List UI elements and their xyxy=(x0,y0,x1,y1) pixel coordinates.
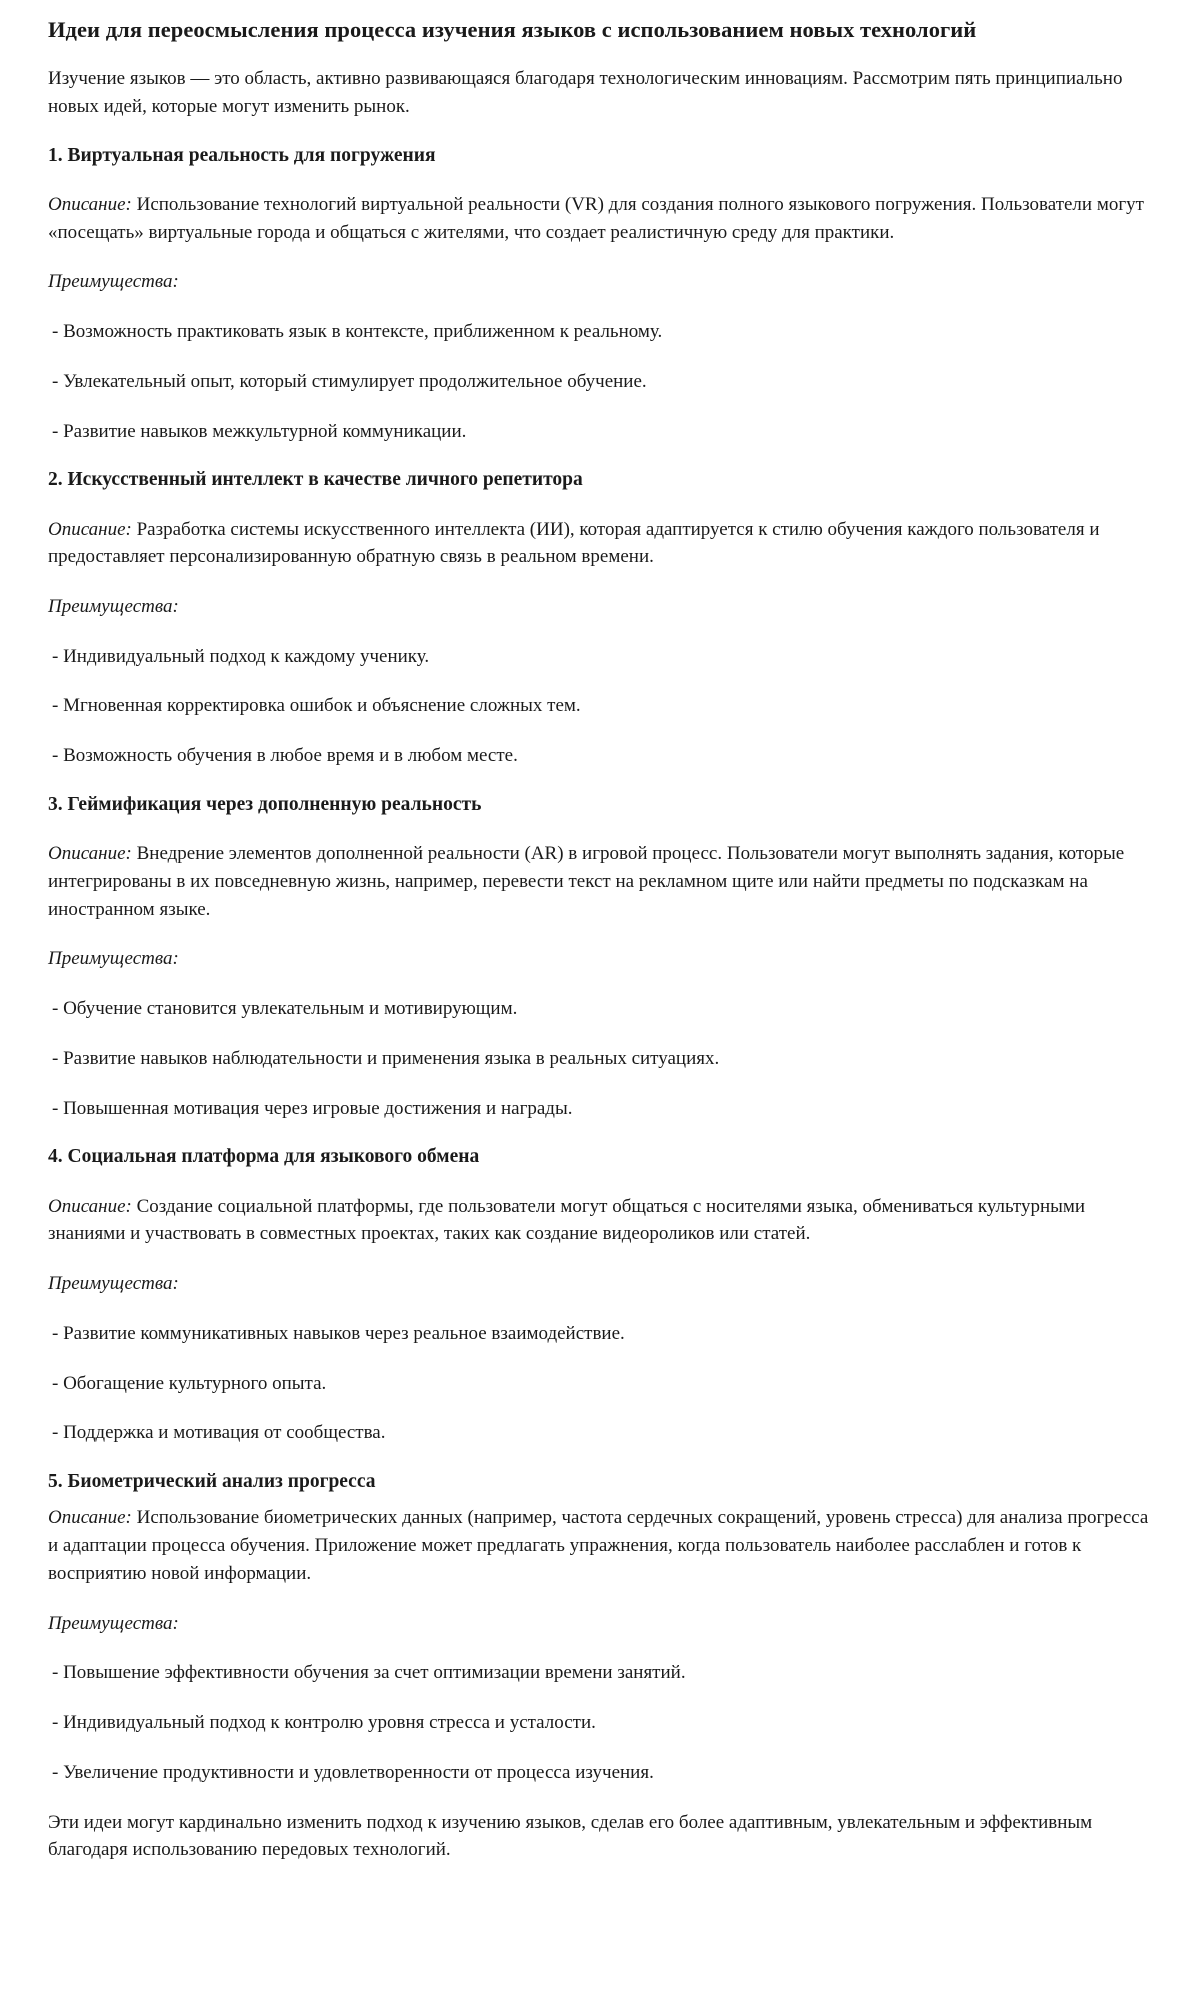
list-item-text: Возможность практиковать язык в контексте, приближенном к реальному. xyxy=(58,321,663,343)
list-item-text: Индивидуальный подход к контролю уровня стресса и усталости. xyxy=(58,1712,596,1734)
list-item-text: Развитие коммуникативных навыков через реальное взаимодействие. xyxy=(58,1322,625,1344)
list-item-text: Индивидуальный подход к каждому ученику. xyxy=(58,645,430,667)
bullet-marker: - xyxy=(52,321,59,343)
list-item-text: Повышение эффективности обучения за счет оптимизации времени занятий. xyxy=(58,1662,686,1684)
bullet-marker: - xyxy=(52,998,59,1020)
description-label: Описание: xyxy=(48,193,132,215)
list-item xyxy=(48,368,1151,396)
bullet-marker: - xyxy=(52,1422,59,1444)
list-item-text: Обогащение культурного опыта. xyxy=(58,1372,327,1394)
description-text: Использование технологий виртуальной реальности (VR) для создания полного языкового погружения. Пользователи могут «посещать» виртуальные города и общаться с жителями, что создает реалистичную среду для практики. xyxy=(48,193,1144,243)
bullet-marker: - xyxy=(52,745,59,767)
list-item-text: Возможность обучения в любое время и в любом месте. xyxy=(58,745,518,767)
list-item-text: Обучение становится увлекательным и мотивирующим. xyxy=(58,998,518,1020)
list-item xyxy=(48,318,1151,346)
benefits-label: Преимущества: xyxy=(48,948,179,970)
list-item-text: Увеличение продуктивности и удовлетворенности от процесса изучения. xyxy=(58,1761,654,1783)
list-item xyxy=(48,1659,1151,1687)
list-item xyxy=(48,1419,1151,1447)
list-item-text: Повышенная мотивация через игровые достижения и награды. xyxy=(58,1097,573,1119)
description-label: Описание: xyxy=(48,518,132,540)
list-item-text: Мгновенная корректировка ошибок и объяснение сложных тем. xyxy=(58,695,581,717)
description-text: Разработка системы искусственного интеллекта (ИИ), которая адаптируется к стилю обучения каждого пользователя и предоставляет персонализированную обратную связь в реальном времени. xyxy=(48,518,1100,568)
benefits-label: Преимущества: xyxy=(48,1273,179,1295)
intro-paragraph: Изучение языков — это область, активно развивающаяся благодаря технологическим инновациям. Рассмотрим пять принципиально новых идей, которые могут изменить рынок. xyxy=(48,68,1123,117)
benefits-list xyxy=(48,318,1151,445)
section-description xyxy=(48,191,1151,246)
list-item-text: Развитие навыков наблюдательности и применения языка в реальных ситуациях. xyxy=(58,1047,720,1069)
list-item-text: Поддержка и мотивация от сообщества. xyxy=(58,1422,386,1444)
description-text: Создание социальной платформы, где пользователи могут общаться с носителями языка, обмениваться культурными знаниями и участвовать в совместных проектах, таких как создание видеороликов или статей. xyxy=(48,1195,1086,1245)
section-heading: 2. Искусственный интеллект в качестве личного репетитора xyxy=(48,469,583,491)
list-item xyxy=(48,995,1151,1023)
description-text: Внедрение элементов дополненной реальности (AR) в игровой процесс. Пользователи могут выполнять задания, которые интегрированы в их повседневную жизнь, например, перевести текст на рекламном щите или найти предметы по подсказкам на иностранном языке. xyxy=(48,843,1125,920)
list-item xyxy=(48,742,1151,770)
list-item xyxy=(48,692,1151,720)
benefits-label: Преимущества: xyxy=(48,271,179,293)
list-item xyxy=(48,643,1151,671)
sections-container xyxy=(48,143,1151,1787)
bullet-marker: - xyxy=(52,1047,59,1069)
bullet-marker: - xyxy=(52,1712,59,1734)
bullet-marker: - xyxy=(52,695,59,717)
section-description xyxy=(48,516,1151,571)
list-item xyxy=(48,1709,1151,1737)
section-heading: 1. Виртуальная реальность для погружения xyxy=(48,144,436,166)
list-item xyxy=(48,418,1151,446)
bullet-marker: - xyxy=(52,645,59,667)
bullet-marker: - xyxy=(52,1322,59,1344)
bullet-marker: - xyxy=(52,1097,59,1119)
bullet-marker: - xyxy=(52,370,59,392)
benefits-list xyxy=(48,643,1151,770)
description-label: Описание: xyxy=(48,843,132,865)
benefits-list xyxy=(48,995,1151,1122)
list-item xyxy=(48,1320,1151,1348)
list-item xyxy=(48,1095,1151,1123)
section-description xyxy=(48,840,1151,923)
benefits-list xyxy=(48,1320,1151,1447)
description-label: Описание: xyxy=(48,1195,132,1217)
list-item xyxy=(48,1045,1151,1073)
bullet-marker: - xyxy=(52,420,59,442)
description-text: Использование биометрических данных (например, частота сердечных сокращений, уровень стресса) для анализа прогресса и адаптации процесса обучения. Приложение может предлагать упражнения, когда пользователь наиболее расслаблен и готов к восприятию новой информации. xyxy=(48,1507,1149,1584)
section-heading: 3. Геймификация через дополненную реальность xyxy=(48,793,482,815)
benefits-label: Преимущества: xyxy=(48,1612,179,1634)
section-heading: 5. Биометрический анализ прогресса xyxy=(48,1471,376,1493)
section xyxy=(48,792,1151,1122)
benefits-list xyxy=(48,1659,1151,1786)
section xyxy=(48,1144,1151,1447)
section-heading: 4. Социальная платформа для языкового обмена xyxy=(48,1146,480,1168)
list-item xyxy=(48,1759,1151,1787)
section-description xyxy=(48,1193,1151,1248)
section xyxy=(48,1469,1151,1786)
list-item-text: Развитие навыков межкультурной коммуникации. xyxy=(58,420,467,442)
page-title: Идеи для переосмысления процесса изучения языков с использованием новых технологий xyxy=(48,17,977,42)
benefits-label: Преимущества: xyxy=(48,596,179,618)
list-item-text: Увлекательный опыт, который стимулирует продолжительное обучение. xyxy=(58,370,647,392)
closing-paragraph: Эти идеи могут кардинально изменить подход к изучению языков, сделав его более адаптивным, увлекательным и эффективным благодаря использованию передовых технологий. xyxy=(48,1811,1093,1861)
list-item xyxy=(48,1370,1151,1398)
description-label: Описание: xyxy=(48,1507,132,1529)
section xyxy=(48,467,1151,770)
section-description xyxy=(48,1504,1151,1587)
bullet-marker: - xyxy=(52,1372,59,1394)
section xyxy=(48,143,1151,446)
bullet-marker: - xyxy=(52,1761,59,1783)
bullet-marker: - xyxy=(52,1662,59,1684)
